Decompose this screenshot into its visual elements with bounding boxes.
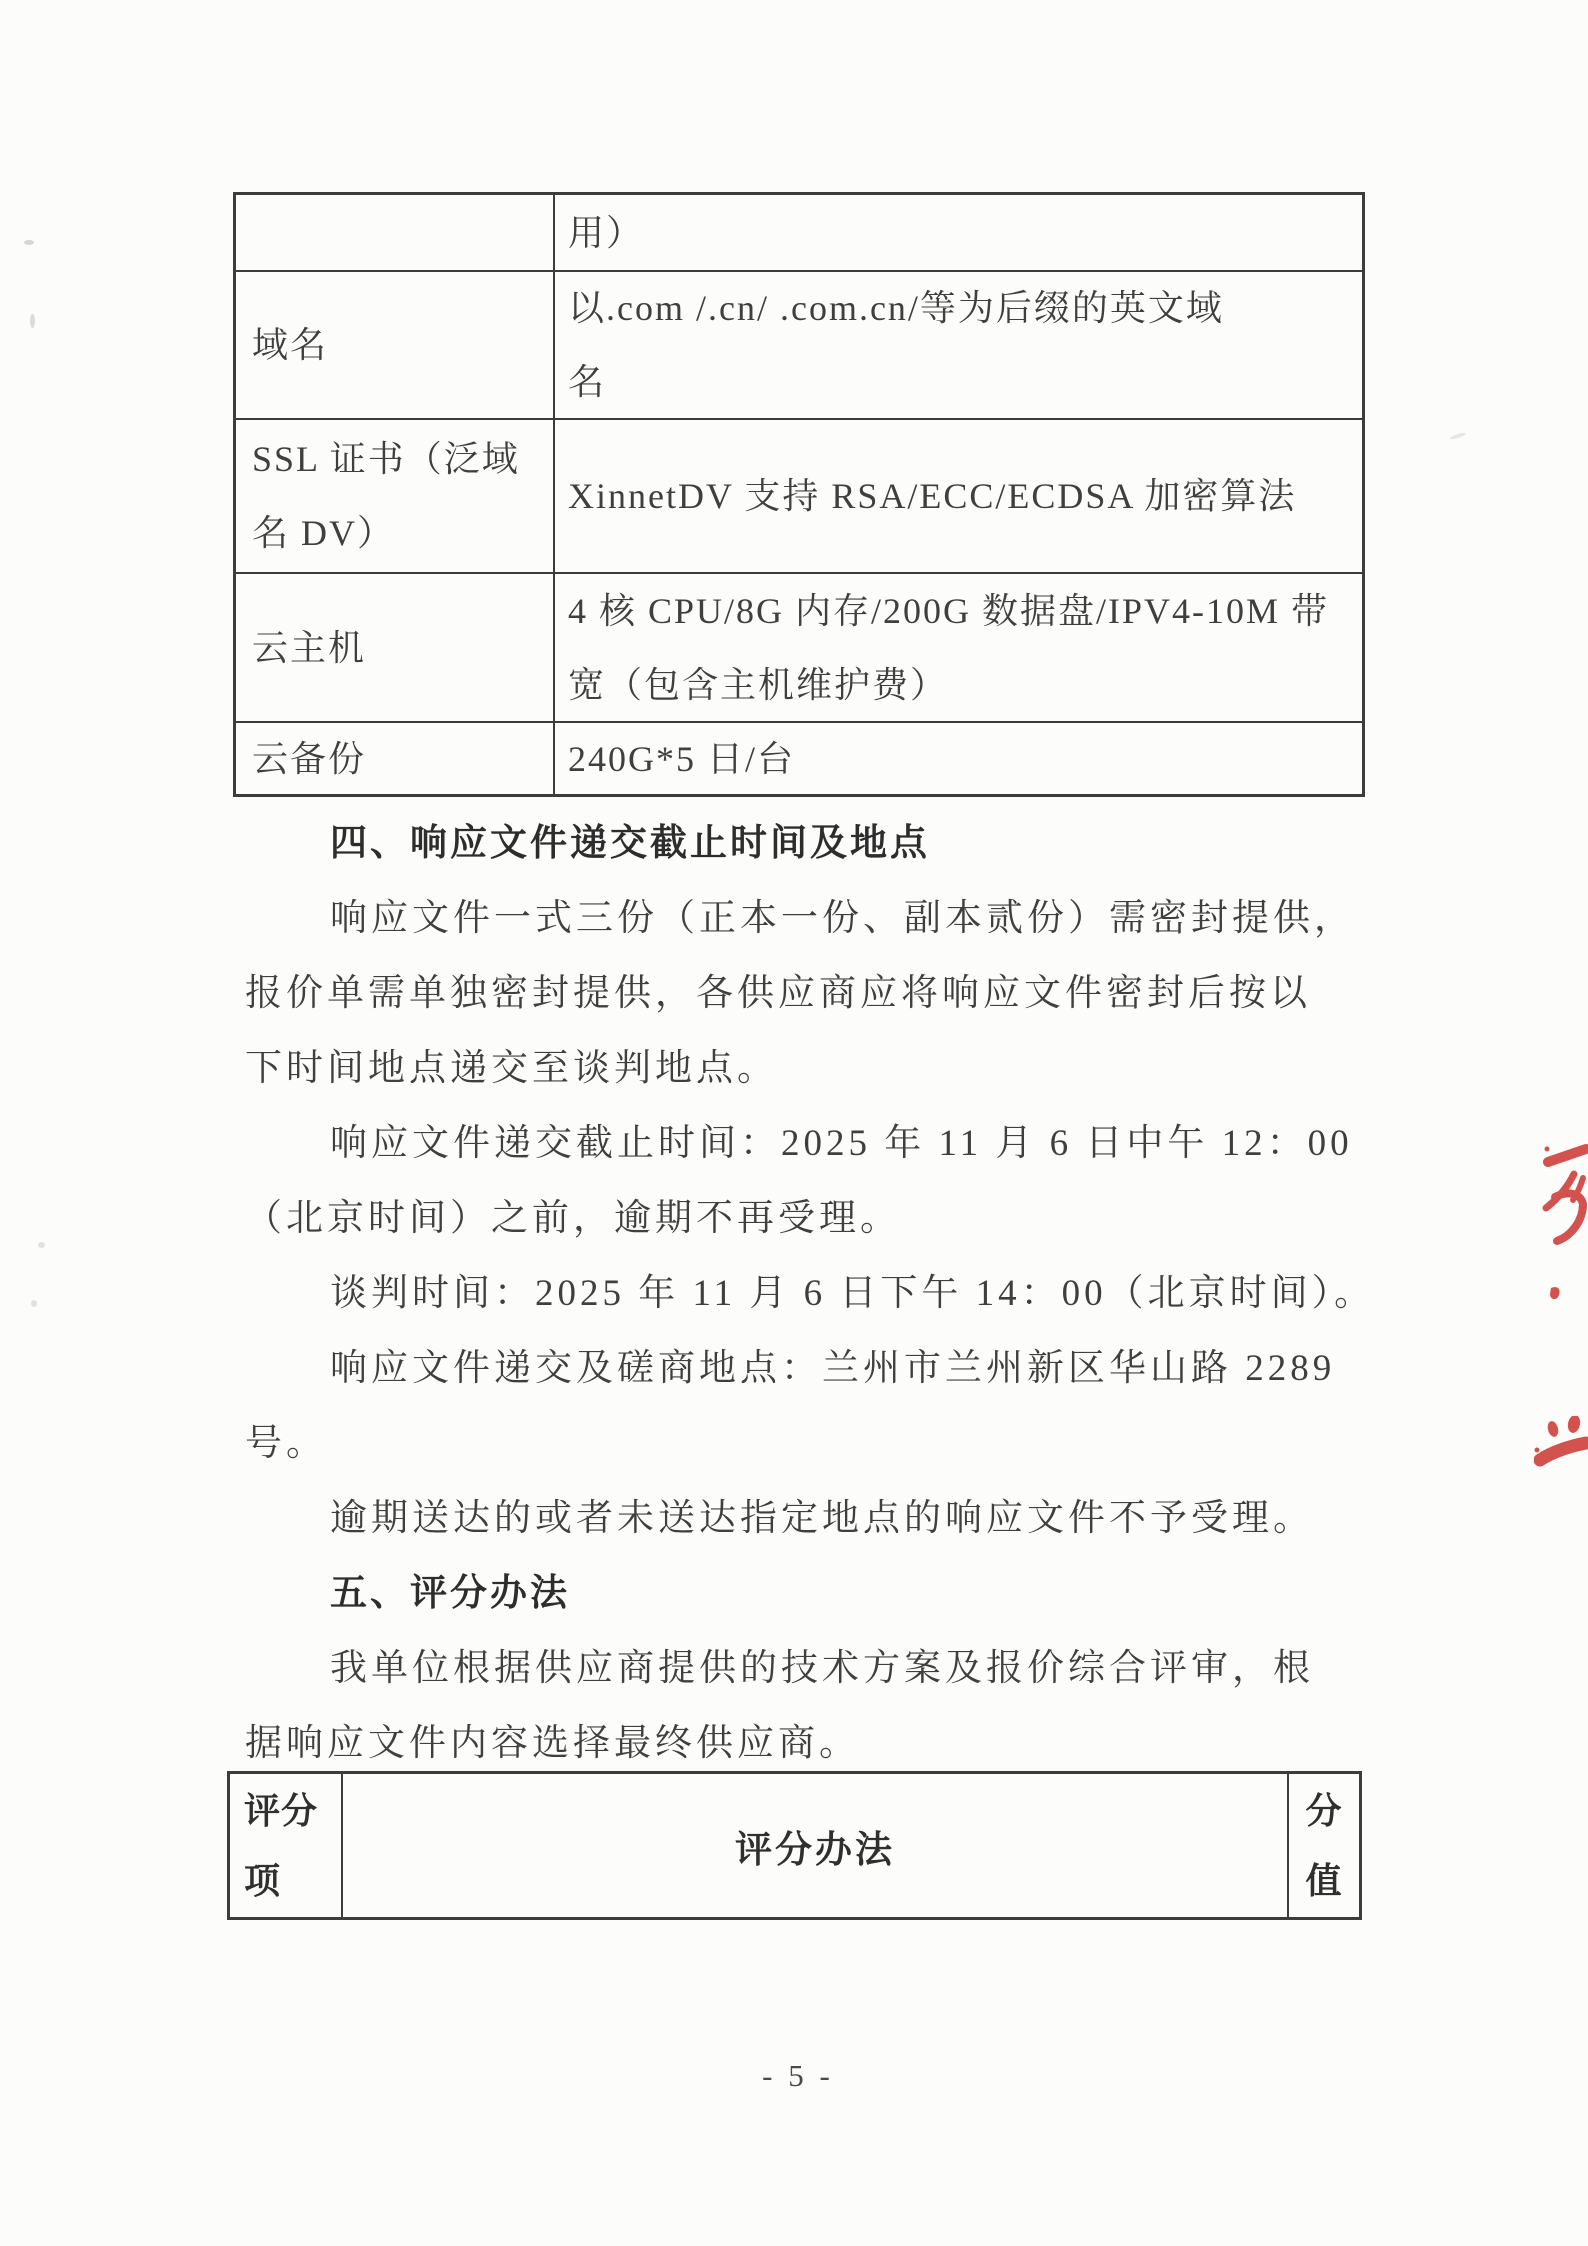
- scan-artifact: [38, 1242, 45, 1248]
- body-line: 响应文件递交及磋商地点：兰州市兰州新区华山路 2289: [330, 1348, 1336, 1389]
- body-line: 响应文件一式三份（正本一份、副本贰份）需密封提供，: [330, 898, 1355, 939]
- table-row-cloud-host: [236, 572, 1362, 721]
- body-line: （北京时间）之前，逾期不再受理。: [245, 1198, 901, 1239]
- table-row-cloud-backup: [236, 721, 1362, 794]
- spec-desc-line: 用）: [568, 212, 645, 253]
- spec-desc-line: 名: [568, 362, 607, 402]
- table-row-domain: [236, 270, 1362, 418]
- spec-item-cell: [236, 272, 555, 418]
- body-line: 我单位根据供应商提供的技术方案及报价综合评审，根: [330, 1648, 1314, 1689]
- document-body: [245, 806, 1376, 1781]
- body-line: 下时间地点递交至谈判地点。: [245, 1048, 778, 1089]
- spec-item-label: 名 DV）: [252, 513, 395, 553]
- spec-item-label: 云备份: [252, 738, 367, 779]
- red-ink-annotation-bottom: [1534, 1416, 1588, 1472]
- scan-artifact: [31, 1300, 37, 1307]
- score-header-line: 分: [1305, 1790, 1343, 1831]
- spec-desc-cell: [555, 195, 1362, 270]
- red-ink-annotation-top: [1542, 1140, 1588, 1250]
- score-col-item-header: [230, 1774, 343, 1917]
- score-col-value-header: [1289, 1774, 1359, 1917]
- score-table: [227, 1771, 1362, 1920]
- body-line: 报价单需单独密封提供，各供应商应将响应文件密封后按以: [245, 973, 1311, 1014]
- spec-desc-line: 宽（包含主机维护费）: [568, 664, 949, 705]
- section-heading-5: 五、评分办法: [330, 1573, 570, 1614]
- body-line: 谈判时间：2025 年 11 月 6 日下午 14：00（北京时间）。: [330, 1273, 1376, 1314]
- score-header-line: 值: [1305, 1860, 1343, 1901]
- spec-desc-cell: [555, 723, 1362, 794]
- spec-item-cell: [236, 723, 555, 794]
- spec-desc-line: 以.com /.cn/ .com.cn/等为后缀的英文域: [568, 288, 1224, 328]
- spec-desc-cell: [555, 272, 1362, 418]
- spec-item-label: SSL 证书（泛域: [252, 439, 520, 479]
- body-line: 响应文件递交截止时间：2025 年 11 月 6 日中午 12：00: [330, 1123, 1353, 1164]
- score-header-line: 评分: [244, 1790, 319, 1831]
- spec-desc-line: 4 核 CPU/8G 内存/200G 数据盘/IPV4-10M 带: [568, 590, 1330, 631]
- spec-desc-cell: [555, 574, 1362, 721]
- page-number: - 5 -: [762, 2058, 834, 2093]
- red-ink-annotation-dot: [1546, 1284, 1566, 1304]
- table-row-ssl: [236, 418, 1362, 572]
- body-line: 号。: [245, 1423, 327, 1464]
- score-col-method-header: [343, 1774, 1289, 1917]
- spec-item-label: 域名: [252, 325, 329, 365]
- spec-item-cell: [236, 420, 555, 572]
- scan-artifact: [1450, 432, 1466, 441]
- spec-desc-line: XinnetDV 支持 RSA/ECC/ECDSA 加密算法: [568, 476, 1297, 516]
- spec-item-label: 云主机: [252, 627, 367, 668]
- score-header-line: 评分办法: [735, 1829, 895, 1871]
- spec-item-cell: [236, 195, 555, 270]
- body-line: 逾期送达的或者未送达指定地点的响应文件不予受理。: [330, 1498, 1314, 1539]
- spec-desc-line: 240G*5 日/台: [568, 738, 796, 779]
- body-line: 据响应文件内容选择最终供应商。: [245, 1723, 860, 1764]
- scan-artifact: [30, 314, 35, 328]
- spec-item-cell: [236, 574, 555, 721]
- spec-desc-cell: [555, 420, 1362, 572]
- product-spec-table: [233, 192, 1365, 797]
- table-row-continuation: [236, 195, 1362, 270]
- section-heading-4: 四、响应文件递交截止时间及地点: [330, 823, 930, 864]
- score-header-line: 项: [244, 1860, 282, 1901]
- scan-artifact: [24, 240, 34, 245]
